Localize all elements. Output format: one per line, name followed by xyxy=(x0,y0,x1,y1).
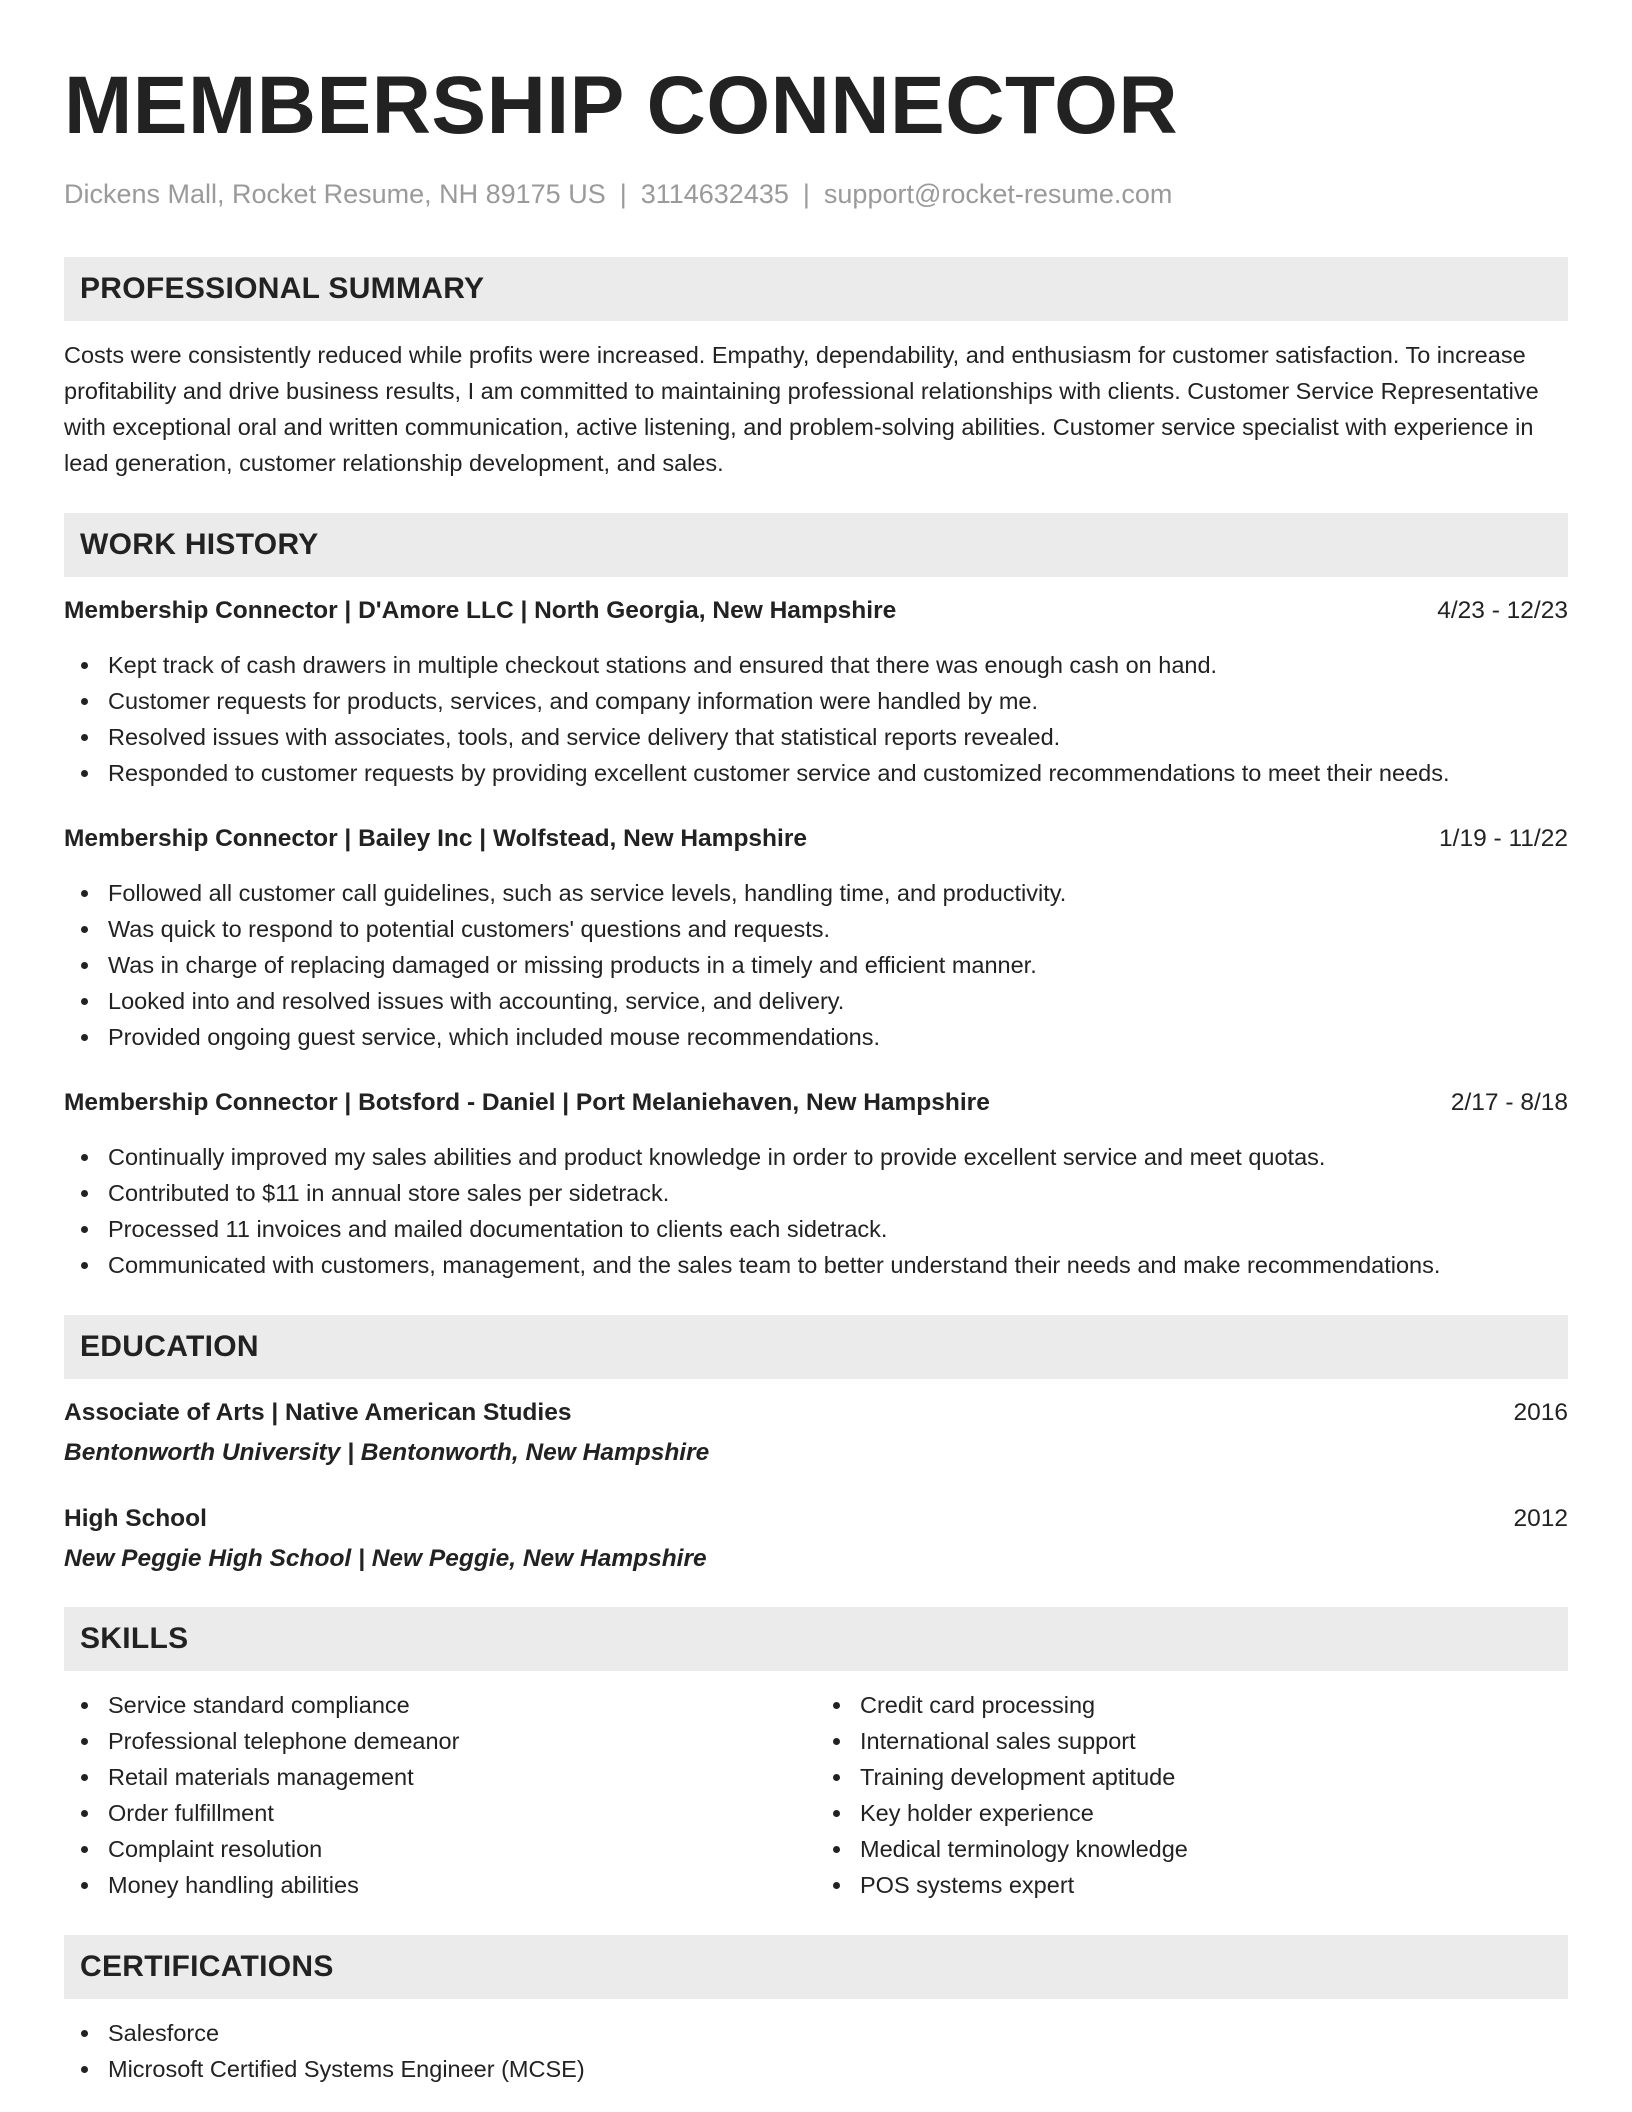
resume-name: MEMBERSHIP CONNECTOR xyxy=(64,60,1179,151)
section-heading-summary: PROFESSIONAL SUMMARY xyxy=(64,257,1568,321)
job-dates: 1/19 - 11/22 xyxy=(1439,825,1568,852)
education-year: 2012 xyxy=(1513,1505,1568,1532)
education-entry xyxy=(64,1395,1568,1471)
skill-item: Credit card processing xyxy=(816,1687,1568,1723)
job-bullets xyxy=(64,1139,1568,1283)
contact-separator: | xyxy=(802,179,810,209)
job-bullet: Resolved issues with associates, tools, and service delivery that statistical reports revealed. xyxy=(64,719,1568,755)
skill-item: Professional telephone demeanor xyxy=(64,1723,816,1759)
section-heading-education: EDUCATION xyxy=(64,1315,1568,1379)
education-degree: High School xyxy=(64,1505,207,1532)
skills-list-right xyxy=(816,1687,1568,1903)
job-bullet: Was quick to respond to potential customers' questions and requests. xyxy=(64,911,1568,947)
skill-item: Key holder experience xyxy=(816,1795,1568,1831)
job-bullet: Looked into and resolved issues with accounting, service, and delivery. xyxy=(64,983,1568,1019)
education-degree: Associate of Arts | Native American Studies xyxy=(64,1399,572,1426)
skill-item: POS systems expert xyxy=(816,1867,1568,1903)
education-school: Bentonworth University | Bentonworth, New Hampshire xyxy=(64,1439,710,1466)
job-bullet: Kept track of cash drawers in multiple checkout stations and ensured that there was enough cash on hand. xyxy=(64,647,1568,683)
skill-item: Order fulfillment xyxy=(64,1795,816,1831)
job-header xyxy=(64,593,1568,629)
job-bullet: Contributed to $11 in annual store sales per sidetrack. xyxy=(64,1175,1568,1211)
section-heading-work: WORK HISTORY xyxy=(64,513,1568,577)
skill-item: Complaint resolution xyxy=(64,1831,816,1867)
education-header xyxy=(64,1395,1568,1431)
skills-list-left xyxy=(64,1687,816,1903)
job-bullet: Customer requests for products, services, and company information were handled by me. xyxy=(64,683,1568,719)
job-bullet: Followed all customer call guidelines, such as service levels, handling time, and productivity. xyxy=(64,875,1568,911)
education-school: New Peggie High School | New Peggie, New Hampshire xyxy=(64,1545,707,1572)
contact-line xyxy=(64,176,1568,212)
contact-separator: | xyxy=(619,179,627,209)
job-bullets xyxy=(64,875,1568,1055)
skill-item: Service standard compliance xyxy=(64,1687,816,1723)
job-bullet: Communicated with customers, management, and the sales team to better understand their needs and make recommendations. xyxy=(64,1247,1568,1283)
contact-address: Dickens Mall, Rocket Resume, NH 89175 US xyxy=(64,179,606,209)
job-dates: 2/17 - 8/18 xyxy=(1450,1089,1568,1116)
skill-item: International sales support xyxy=(816,1723,1568,1759)
job-bullets xyxy=(64,647,1568,791)
skills-columns xyxy=(64,1687,1568,1903)
certification-item: Microsoft Certified Systems Engineer (MCSE) xyxy=(64,2051,1568,2087)
job-bullet: Continually improved my sales abilities and product knowledge in order to provide excellent service and meet quotas. xyxy=(64,1139,1568,1175)
job-bullet: Responded to customer requests by providing excellent customer service and customized recommendations to meet their needs. xyxy=(64,755,1568,791)
job-bullet: Provided ongoing guest service, which included mouse recommendations. xyxy=(64,1019,1568,1055)
section-heading-skills: SKILLS xyxy=(64,1607,1568,1671)
skill-item: Medical terminology knowledge xyxy=(816,1831,1568,1867)
contact-email: support@rocket-resume.com xyxy=(823,179,1173,209)
skill-item: Money handling abilities xyxy=(64,1867,816,1903)
certifications-list xyxy=(64,2015,1568,2087)
education-header xyxy=(64,1501,1568,1537)
skill-item: Training development aptitude xyxy=(816,1759,1568,1795)
job-title: Membership Connector | Bailey Inc | Wolfstead, New Hampshire xyxy=(64,825,807,852)
contact-phone: 3114632435 xyxy=(640,179,789,209)
job-header xyxy=(64,1085,1568,1121)
job-dates: 4/23 - 12/23 xyxy=(1437,597,1568,624)
section-heading-certifications: CERTIFICATIONS xyxy=(64,1935,1568,1999)
job-title: Membership Connector | D'Amore LLC | North Georgia, New Hampshire xyxy=(64,597,897,624)
education-year: 2016 xyxy=(1513,1399,1568,1426)
education-entry xyxy=(64,1501,1568,1577)
job-title: Membership Connector | Botsford - Daniel | Port Melaniehaven, New Hampshire xyxy=(64,1089,990,1116)
job-bullet: Was in charge of replacing damaged or missing products in a timely and efficient manner. xyxy=(64,947,1568,983)
job-entry xyxy=(64,593,1568,791)
certification-item: Salesforce xyxy=(64,2015,1568,2051)
skill-item: Retail materials management xyxy=(64,1759,816,1795)
job-entry xyxy=(64,821,1568,1055)
job-header xyxy=(64,821,1568,857)
job-bullet: Processed 11 invoices and mailed documentation to clients each sidetrack. xyxy=(64,1211,1568,1247)
job-entry xyxy=(64,1085,1568,1283)
summary-text: Costs were consistently reduced while profits were increased. Empathy, dependability, and enthusiasm for customer satisfaction. To increase profitability and drive business results, I am committed to maintaining professional relationships with clients. Customer Service Representative with exceptional oral and written communication, active listening, and problem-solving abilities. Customer service specialist with experience in lead generation, customer relationship development, and sales. xyxy=(64,342,1539,476)
